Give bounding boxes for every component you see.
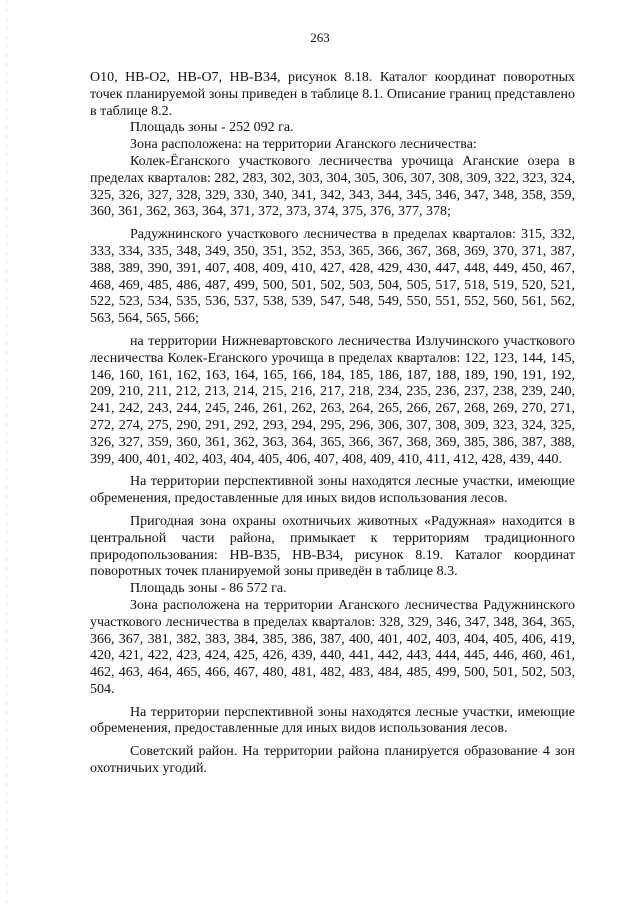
- paragraph-encumbrance-2: На территории перспективной зоны находятся лесные участки, имеющие обременения, предоставленные для иных видов использования лесов.: [90, 704, 575, 737]
- paragraph-location-2: Зона расположена на территории Аганского лесничества Радужнинского участкового лесничества в пределах кварталов: 328, 329, 346, 347, 348, 364, 365, 366, 367, 381, 382, 383, 384, 385, 386, 387, 400, 401, 402, 403, 404, 405, 406, 419, 420, 421, 422, 423, 424, 425, 426, 439, 440, 441, 442, 443, 444, 445, 446, 460, 461, 462, 463, 464, 465, 466, 467, 480, 481, 482, 483, 484, 485, 499, 500, 501, 502, 503, 504.: [90, 597, 575, 697]
- scan-edge-mark: [6, 0, 7, 905]
- page-number: 263: [310, 30, 330, 45]
- paragraph-nizhnevartovsk: на территории Нижневартовского лесничества Излучинского участкового лесничества Колек-Еганского урочища в пределах кварталов: 122, 123, 144, 145, 146, 160, 161, 162, 163, 164, 165, 166, 184, 185, 186, 187, 188, 189, 190, 191, 192, 209, 210, 211, 212, 213, 214, 215, 216, 217, 218, 234, 235, 236, 237, 238, 239, 240, 241, 242, 243, 244, 245, 246, 261, 262, 263, 264, 265, 266, 267, 268, 269, 270, 271, 272, 274, 275, 290, 291, 292, 293, 294, 295, 296, 306, 307, 308, 309, 323, 324, 325, 326, 327, 359, 360, 361, 362, 363, 364, 365, 366, 367, 368, 369, 385, 386, 387, 388, 399, 400, 401, 402, 403, 404, 405, 406, 407, 408, 409, 410, 411, 412, 428, 439, 440.: [90, 333, 575, 467]
- paragraph-raduzhnaya-zone: Пригодная зона охраны охотничьих животных «Радужная» находится в центральной части района, примыкает к территориям традиционного природопользования: НВ-В35, НВ-В34, рисунок 8.19. Каталог координат поворотных точек планируемой зоны приведён в таблице 8.3.: [90, 513, 575, 580]
- paragraph-encumbrance-1: На территории перспективной зоны находятся лесные участки, имеющие обременения, предоставленные для иных видов использования лесов.: [90, 474, 575, 507]
- document-body: [90, 70, 575, 778]
- paragraph-intro: О10, НВ-О2, НВ-О7, НВ-В34, рисунок 8.18. Каталог координат поворотных точек планируемой зоны приведен в таблице 8.1. Описание границ представлено в таблице 8.2.: [90, 70, 575, 119]
- paragraph-kolek-egan: Колек-Ёганского участкового лесничества урочища Аганские озера в пределах кварталов: 282, 283, 302, 303, 304, 305, 306, 307, 308, 309, 322, 323, 324, 325, 326, 327, 328, 329, 330, 340, 341, 342, 343, 344, 345, 346, 347, 348, 358, 359, 360, 361, 362, 363, 364, 371, 372, 373, 374, 375, 376, 377, 378;: [90, 153, 575, 220]
- paragraph-sovetsky: Советский район. На территории района планируется образование 4 зон охотничьих угодий.: [90, 744, 575, 777]
- paragraph-location-1: Зона расположена: на территории Аганского лесничества:: [130, 137, 477, 153]
- paragraph-area-2: Площадь зоны - 86 572 га.: [130, 581, 287, 597]
- paragraph-raduzhninsky: Радужнинского участкового лесничества в пределах кварталов: 315, 332, 333, 334, 335, 348, 349, 350, 351, 352, 353, 365, 366, 367, 368, 369, 370, 371, 387, 388, 389, 390, 391, 407, 408, 409, 410, 427, 428, 429, 430, 447, 448, 449, 450, 467, 468, 469, 485, 486, 487, 499, 500, 501, 502, 503, 504, 505, 517, 518, 519, 520, 521, 522, 523, 534, 535, 536, 537, 538, 539, 547, 548, 549, 550, 551, 552, 560, 561, 562, 563, 564, 565, 566;: [90, 227, 575, 327]
- paragraph-area-1: Площадь зоны - 252 092 га.: [130, 120, 294, 136]
